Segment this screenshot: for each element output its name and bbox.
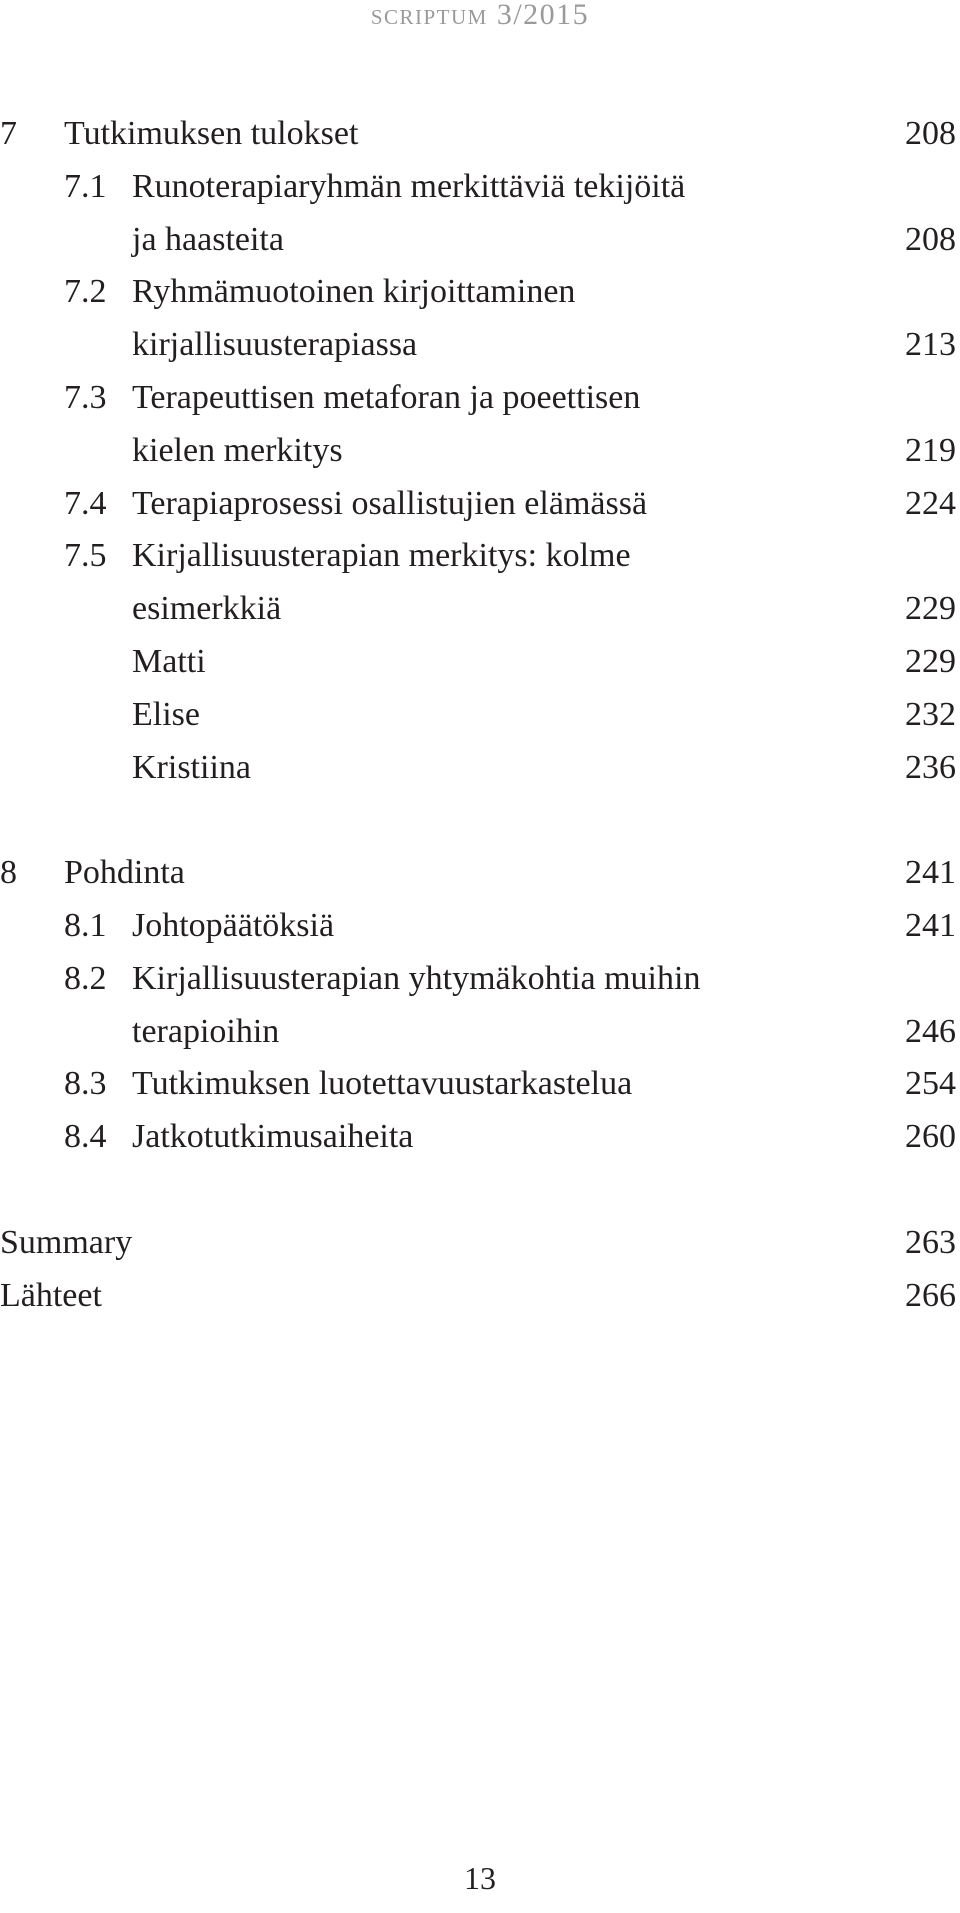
toc-title: kielen merkitys: [132, 431, 343, 469]
toc-page: 224: [905, 484, 956, 522]
toc-title: Elise: [132, 695, 200, 733]
running-header: scriptum 3/2015: [370, 0, 590, 31]
toc-title: Kirjallisuusterapian merkitys: kolme: [132, 537, 631, 575]
toc-page: 208: [905, 220, 956, 258]
toc-number: 7.3: [64, 378, 107, 416]
toc-entry-matti: [0, 636, 956, 689]
toc-entry-7-2-continued: [0, 319, 956, 372]
toc-page: 241: [905, 906, 956, 944]
toc-entry-7-5: [0, 530, 956, 583]
section-spacer: [0, 794, 956, 847]
toc-page: 229: [905, 642, 956, 680]
toc-title: Summary: [0, 1223, 133, 1261]
toc-entry-8-1: [0, 900, 956, 953]
toc-title: Johtopäätöksiä: [132, 906, 335, 944]
toc-entry-elise: [0, 689, 956, 742]
toc-title: Tutkimuksen luotettavuustarkastelua: [132, 1065, 633, 1103]
table-of-contents: [0, 108, 956, 1322]
toc-number: 8: [0, 854, 17, 892]
toc-number: 7.1: [64, 167, 107, 205]
toc-title: Kirjallisuusterapian yhtymäkohtia muihin: [132, 959, 701, 997]
toc-title: terapioihin: [132, 1012, 280, 1050]
toc-entry-kristiina: [0, 742, 956, 795]
toc-number: 7.5: [64, 537, 107, 575]
toc-entry-7-1-continued: [0, 214, 956, 267]
toc-number: 7.4: [64, 484, 107, 522]
toc-page: 208: [905, 115, 956, 152]
toc-number: 8.2: [64, 959, 107, 997]
toc-entry-7-3-continued: [0, 425, 956, 478]
toc-number: 7: [0, 115, 17, 152]
toc-entry-lahteet: [0, 1270, 956, 1323]
toc-entry-summary: [0, 1217, 956, 1270]
toc-title: Pohdinta: [64, 854, 185, 892]
toc-page: 263: [905, 1223, 956, 1261]
toc-page: 219: [905, 431, 956, 469]
toc-entry-7-1: [0, 161, 956, 214]
toc-page: 241: [905, 854, 956, 892]
toc-page: 213: [905, 326, 956, 364]
toc-title: ja haasteita: [132, 220, 284, 258]
toc-title: Matti: [132, 642, 206, 680]
toc-entry-8-2: [0, 953, 956, 1006]
toc-entry-8-3: [0, 1058, 956, 1111]
toc-title: Kristiina: [132, 748, 251, 786]
page-number: 13: [464, 1860, 496, 1896]
toc-number: 7.2: [64, 273, 107, 311]
toc-page: 236: [905, 748, 956, 786]
toc-entry-7-4: [0, 478, 956, 531]
toc-page: 266: [905, 1276, 956, 1314]
toc-page: 260: [905, 1118, 956, 1156]
toc-title: Lähteet: [0, 1276, 102, 1314]
toc-page: 229: [905, 590, 956, 628]
toc-entry-chapter-8: [0, 847, 956, 900]
toc-number: 8.1: [64, 906, 107, 944]
toc-entry-8-2-continued: [0, 1006, 956, 1059]
section-spacer: [0, 1164, 956, 1217]
toc-entry-8-4: [0, 1111, 956, 1164]
toc-title: Terapeuttisen metaforan ja poeettisen: [132, 378, 641, 416]
toc-title: Runoterapiaryhmän merkittäviä tekijöitä: [132, 167, 686, 205]
toc-title: Ryhmämuotoinen kirjoittaminen: [132, 273, 576, 311]
toc-page: 254: [905, 1065, 956, 1103]
toc-title: Jatkotutkimusaiheita: [132, 1118, 414, 1156]
toc-title: Tutkimuksen tulokset: [64, 115, 359, 152]
toc-entry-7-5-continued: [0, 583, 956, 636]
toc-page: 232: [905, 695, 956, 733]
toc-title: esimerkkiä: [132, 590, 282, 628]
toc-number: 8.4: [64, 1118, 107, 1156]
toc-number: 8.3: [64, 1065, 107, 1103]
toc-entry-7-3: [0, 372, 956, 425]
toc-title: kirjallisuusterapiassa: [132, 326, 418, 364]
toc-entry-chapter-7: [0, 108, 956, 161]
toc-page: 246: [905, 1012, 956, 1050]
toc-entry-7-2: [0, 266, 956, 319]
toc-title: Terapiaprosessi osallistujien elämässä: [132, 484, 648, 522]
